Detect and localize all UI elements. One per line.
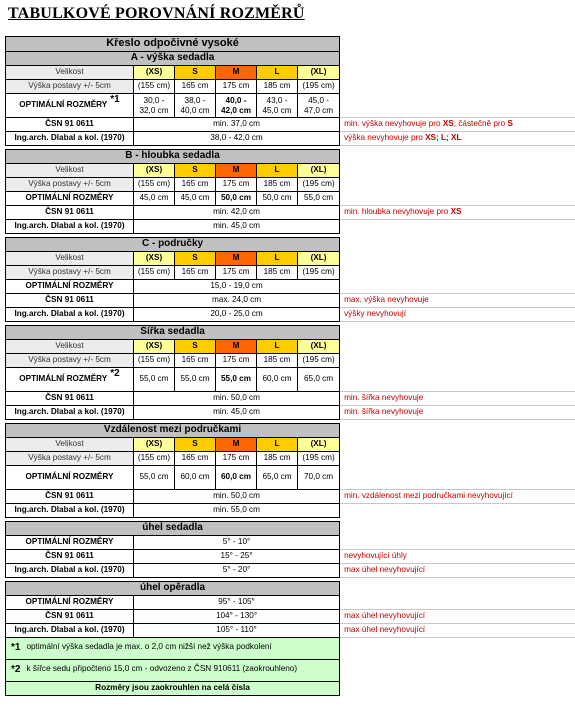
optimal-label: OPTIMÁLNÍ ROZMĚRY <box>6 466 134 490</box>
ing-value: 20,0 - 25,0 cm <box>134 308 340 322</box>
size-l: L <box>257 66 298 80</box>
comparison-table-wrapper <box>5 36 575 696</box>
size-xl: (XL) <box>298 252 340 266</box>
height-l: 185 cm <box>257 452 298 466</box>
optimal-value: 45,0 - 47,0 cm <box>298 94 340 118</box>
size-xs: (XS) <box>134 438 175 452</box>
section-e-title: Vzdálenost mezi područkami <box>6 424 340 438</box>
csn-note: nevyhovující úhly <box>340 550 575 564</box>
ing-label: Ing.arch. Dlabal a kol. (1970) <box>6 308 134 322</box>
section-g-title: úhel opěradla <box>6 582 340 596</box>
optimal-value: 45,0 cm <box>175 192 216 206</box>
csn-note: min. šířka nevyhovuje <box>340 392 575 406</box>
main-header: Křeslo odpočivné vysoké <box>6 37 340 52</box>
ing-label: Ing.arch. Dlabal a kol. (1970) <box>6 132 134 146</box>
csn-label: ČSN 91 0611 <box>6 206 134 220</box>
height-label: Výška postavy +/- 5cm <box>6 178 134 192</box>
size-xs: (XS) <box>134 66 175 80</box>
ing-value: min. 45,0 cm <box>134 220 340 234</box>
comparison-table <box>5 36 575 696</box>
size-m: M <box>216 438 257 452</box>
optimal-value: 55,0 cm <box>175 368 216 392</box>
size-l: L <box>257 164 298 178</box>
ing-value: 105° - 110° <box>134 624 340 638</box>
ing-value: 5° - 20° <box>134 564 340 578</box>
height-s: 165 cm <box>175 452 216 466</box>
csn-value: min. 42,0 cm <box>134 206 340 220</box>
footnote-3: Rozměry jsou zaokrouhlen na celá čísla <box>6 682 340 696</box>
csn-label: ČSN 91 0611 <box>6 392 134 406</box>
optimal-value: 15,0 - 19,0 cm <box>134 280 340 294</box>
optimal-label: OPTIMÁLNÍ ROZMĚRY *2 <box>6 368 134 392</box>
height-l: 185 cm <box>257 266 298 280</box>
ing-value: min. 45,0 cm <box>134 406 340 420</box>
section-a-title: A - výška sedadla <box>6 52 340 66</box>
ing-note: výška nevyhovuje pro XS; L; XL <box>340 132 575 146</box>
csn-note: max. výška nevyhovuje <box>340 294 575 308</box>
optimal-value: 70,0 cm <box>298 466 340 490</box>
height-m: 175 cm <box>216 266 257 280</box>
csn-note: min. vzdálenost mezi područkami nevyhovující <box>340 490 575 504</box>
ing-label: Ing.arch. Dlabal a kol. (1970) <box>6 564 134 578</box>
optimal-value: 55,0 cm <box>216 368 257 392</box>
height-xl: (195 cm) <box>298 178 340 192</box>
optimal-value: 95° - 105° <box>134 596 340 610</box>
csn-label: ČSN 91 0611 <box>6 294 134 308</box>
size-label: Velikost <box>6 252 134 266</box>
height-xs: (155 cm) <box>134 266 175 280</box>
csn-note: max úhel nevyhovující <box>340 610 575 624</box>
height-xs: (155 cm) <box>134 178 175 192</box>
csn-value: 15° - 25° <box>134 550 340 564</box>
footnote-1 <box>6 638 340 660</box>
size-s: S <box>175 340 216 354</box>
section-b-title: B - hloubka sedadla <box>6 150 340 164</box>
csn-note: min. hloubka nevyhovuje pro XS <box>340 206 575 220</box>
optimal-value: 30,0 - 32,0 cm <box>134 94 175 118</box>
csn-value: min. 37,0 cm <box>134 118 340 132</box>
size-m: M <box>216 164 257 178</box>
optimal-label: OPTIMÁLNÍ ROZMĚRY <box>6 596 134 610</box>
ing-label: Ing.arch. Dlabal a kol. (1970) <box>6 220 134 234</box>
height-s: 165 cm <box>175 178 216 192</box>
ing-label: Ing.arch. Dlabal a kol. (1970) <box>6 624 134 638</box>
footnote-mark-2: *2 <box>110 368 120 380</box>
size-l: L <box>257 252 298 266</box>
size-xl: (XL) <box>298 340 340 354</box>
footnote-2 <box>6 660 340 682</box>
size-xl: (XL) <box>298 66 340 80</box>
size-label: Velikost <box>6 164 134 178</box>
height-xs: (155 cm) <box>134 452 175 466</box>
optimal-value: 60,0 cm <box>175 466 216 490</box>
page-title: TABULKOVÉ POROVNÁNÍ ROZMĚRŮ <box>8 5 305 22</box>
csn-note: min. výška nevyhovuje pro XS; částečně pro S <box>340 118 575 132</box>
footnote-1-text: optimální výška sedadla je max. o 2,0 cm nižší než výška podkolení <box>26 642 272 652</box>
optimal-value: 55,0 cm <box>134 466 175 490</box>
size-m: M <box>216 66 257 80</box>
csn-label: ČSN 91 0611 <box>6 610 134 624</box>
optimal-value: 40,0 - 42,0 cm <box>216 94 257 118</box>
csn-label: ČSN 91 0611 <box>6 118 134 132</box>
optimal-value: 5° - 10° <box>134 536 340 550</box>
size-s: S <box>175 252 216 266</box>
footnote-2-mark: *2 <box>11 664 21 676</box>
optimal-value: 60,0 cm <box>257 368 298 392</box>
section-c-title: C - područky <box>6 238 340 252</box>
height-label: Výška postavy +/- 5cm <box>6 80 134 94</box>
optimal-value: 65,0 cm <box>257 466 298 490</box>
size-m: M <box>216 340 257 354</box>
section-d-title: Šířka sedadla <box>6 326 340 340</box>
height-xl: (195 cm) <box>298 266 340 280</box>
height-m: 175 cm <box>216 80 257 94</box>
size-xs: (XS) <box>134 340 175 354</box>
optimal-label: OPTIMÁLNÍ ROZMĚRY <box>6 192 134 206</box>
csn-value: 104° - 130° <box>134 610 340 624</box>
ing-value: min. 55,0 cm <box>134 504 340 518</box>
footnote-1-mark: *1 <box>11 642 21 654</box>
optimal-value: 50,0 cm <box>216 192 257 206</box>
csn-value: min. 50,0 cm <box>134 490 340 504</box>
ing-note: max úhel nevyhovující <box>340 624 575 638</box>
height-m: 175 cm <box>216 178 257 192</box>
ing-note: výšky nevyhovují <box>340 308 575 322</box>
height-m: 175 cm <box>216 452 257 466</box>
height-l: 185 cm <box>257 354 298 368</box>
height-xl: (195 cm) <box>298 452 340 466</box>
section-f-title: úhel sedadla <box>6 522 340 536</box>
optimal-label: OPTIMÁLNÍ ROZMĚRY *1 <box>6 94 134 118</box>
optimal-value: 43,0 - 45,0 cm <box>257 94 298 118</box>
ing-label: Ing.arch. Dlabal a kol. (1970) <box>6 504 134 518</box>
height-s: 165 cm <box>175 80 216 94</box>
ing-value: 38,0 - 42,0 cm <box>134 132 340 146</box>
height-s: 165 cm <box>175 354 216 368</box>
size-s: S <box>175 66 216 80</box>
size-xl: (XL) <box>298 164 340 178</box>
height-xs: (155 cm) <box>134 354 175 368</box>
ing-label: Ing.arch. Dlabal a kol. (1970) <box>6 406 134 420</box>
size-label: Velikost <box>6 438 134 452</box>
size-l: L <box>257 438 298 452</box>
optimal-value: 50,0 cm <box>257 192 298 206</box>
height-l: 185 cm <box>257 80 298 94</box>
csn-value: max. 24,0 cm <box>134 294 340 308</box>
height-l: 185 cm <box>257 178 298 192</box>
optimal-value: 60,0 cm <box>216 466 257 490</box>
csn-label: ČSN 91 0611 <box>6 550 134 564</box>
optimal-label: OPTIMÁLNÍ ROZMĚRY <box>6 536 134 550</box>
optimal-value: 38,0 - 40,0 cm <box>175 94 216 118</box>
height-label: Výška postavy +/- 5cm <box>6 452 134 466</box>
footnote-mark-1: *1 <box>110 94 120 106</box>
size-s: S <box>175 438 216 452</box>
optimal-value: 55,0 cm <box>134 368 175 392</box>
optimal-value: 65,0 cm <box>298 368 340 392</box>
height-label: Výška postavy +/- 5cm <box>6 266 134 280</box>
footnote-2-text: k šířce sedu připočteno 15,0 cm - odvozeno z ČSN 910611 (zaokrouhleno) <box>26 664 298 674</box>
csn-label: ČSN 91 0611 <box>6 490 134 504</box>
csn-value: min. 50,0 cm <box>134 392 340 406</box>
height-m: 175 cm <box>216 354 257 368</box>
size-label: Velikost <box>6 340 134 354</box>
optimal-label: OPTIMÁLNÍ ROZMĚRY <box>6 280 134 294</box>
size-xs: (XS) <box>134 164 175 178</box>
ing-note: max úhel nevyhovující <box>340 564 575 578</box>
size-xl: (XL) <box>298 438 340 452</box>
size-s: S <box>175 164 216 178</box>
size-m: M <box>216 252 257 266</box>
height-xs: (155 cm) <box>134 80 175 94</box>
height-label: Výška postavy +/- 5cm <box>6 354 134 368</box>
ing-note: min. šířka nevyhovuje <box>340 406 575 420</box>
optimal-value: 55,0 cm <box>298 192 340 206</box>
size-l: L <box>257 340 298 354</box>
height-xl: (195 cm) <box>298 354 340 368</box>
height-xl: (195 cm) <box>298 80 340 94</box>
size-xs: (XS) <box>134 252 175 266</box>
optimal-value: 45,0 cm <box>134 192 175 206</box>
size-label: Velikost <box>6 66 134 80</box>
height-s: 165 cm <box>175 266 216 280</box>
